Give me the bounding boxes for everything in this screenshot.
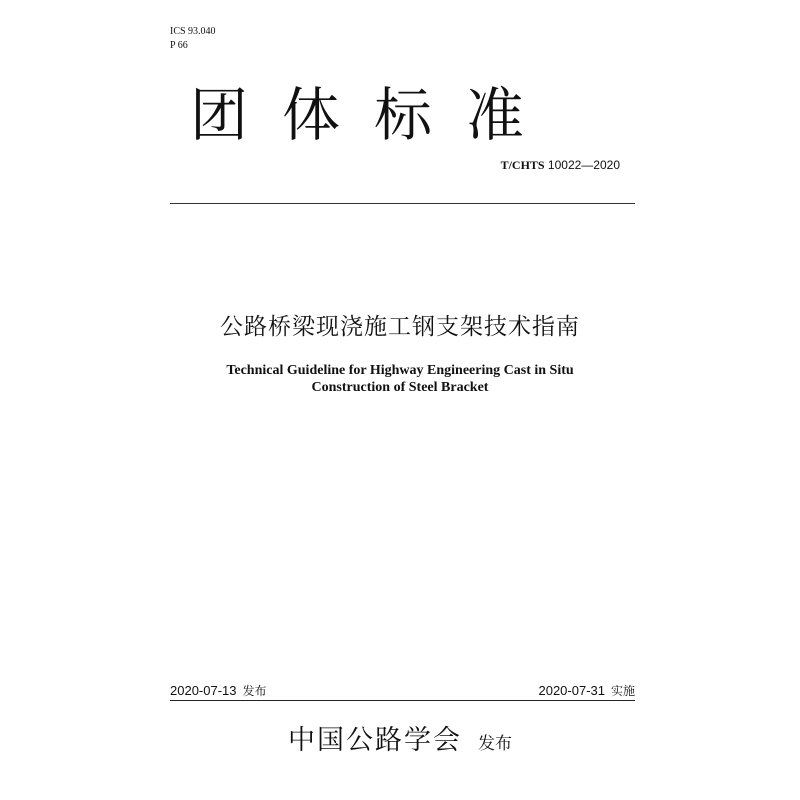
standard-number [440,158,620,173]
standard-number-prefix: T/CHTS [500,158,545,172]
standard-number-rest: 10022—2020 [547,158,620,172]
publisher-name: 中国公路学会 [288,725,462,756]
chinese-title: 公路桥梁现浇施工钢支架技术指南 [220,314,580,340]
english-title-line-1: Technical Guideline for Highway Engineering Cast in Situ [226,363,574,378]
bottom-divider [170,700,635,701]
implementation-date [538,683,635,699]
issue-date [170,683,267,699]
english-title-line-2: Construction of Steel Bracket [311,380,489,395]
issue-date-label: 发布 [242,684,267,698]
implementation-date-label: 实施 [610,684,635,698]
ics-code: ICS 93.040 [170,26,216,37]
issue-date-value: 2020-07-13 [170,683,237,698]
publisher-suffix: 发布 [478,734,512,754]
p-code: P 66 [170,40,188,51]
publisher [170,723,630,759]
main-title: 团体标准 [190,81,559,149]
implementation-date-value: 2020-07-31 [538,683,605,698]
top-divider [170,203,635,204]
